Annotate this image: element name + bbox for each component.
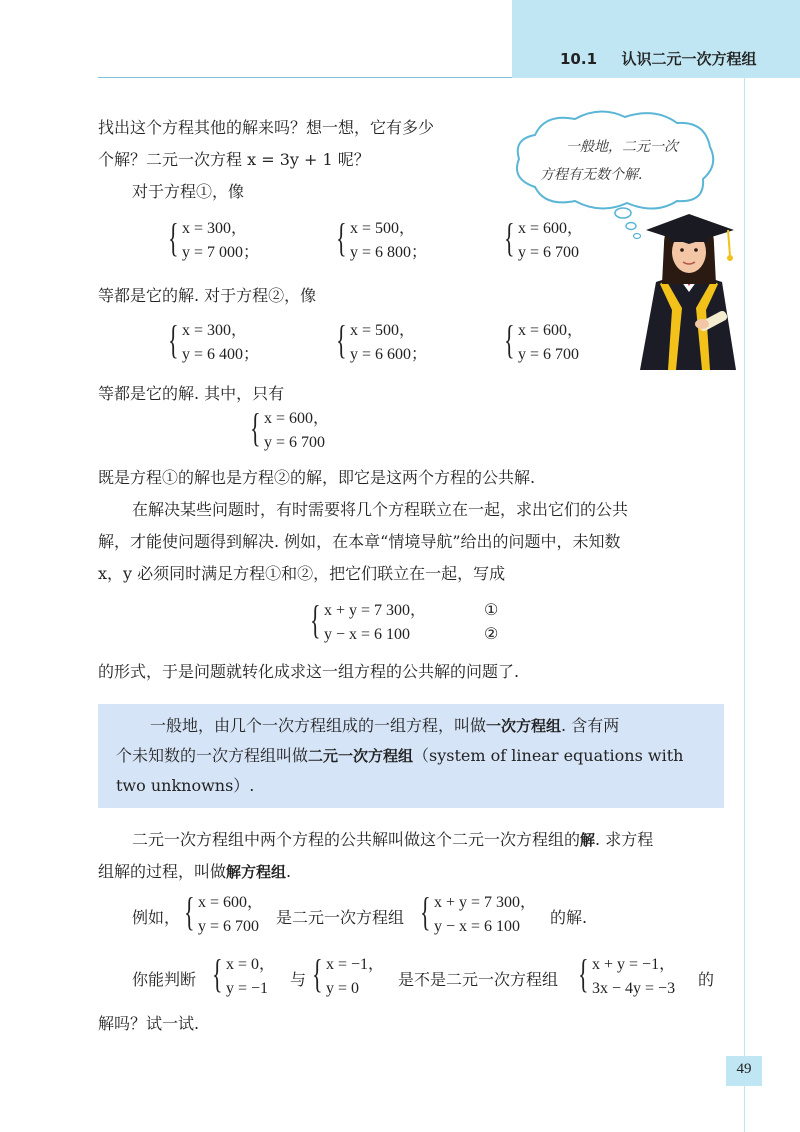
term-linear-system: 一次方程组 — [486, 717, 562, 735]
text-after-eq2: 等都是它的解. 其中，只有 — [98, 384, 285, 403]
equation-tag: ① — [484, 602, 499, 619]
example-middle: 是二元一次方程组 — [276, 908, 405, 927]
eq-line: y = 6 700 — [198, 918, 260, 935]
eq-line: x = 600， — [518, 322, 584, 339]
term-two-variable-system: 二元一次方程组 — [308, 747, 414, 765]
eq-line: x = 0， — [226, 956, 276, 973]
para2: 的形式，于是问题就转化成求这一组方程的公共解的问题了. — [98, 662, 520, 681]
brace: { — [168, 215, 179, 260]
text-after-eq1: 等都是它的解. 对于方程②，像 — [98, 286, 317, 305]
brace: { — [250, 405, 261, 450]
brace: { — [212, 951, 223, 996]
eq-line: y = 6 800； — [350, 244, 428, 261]
brace: { — [504, 317, 515, 362]
eq-line: y = 7 000； — [182, 244, 260, 261]
definition-line-1 — [150, 712, 619, 740]
brace: { — [504, 215, 515, 260]
para3-line-2 — [98, 858, 291, 886]
eq-line: x = 500， — [350, 322, 416, 339]
para1-line-3: 解，才能使问题得到解决. 例如，在本章“情境导航”给出的问题中，未知数 — [98, 532, 621, 551]
bubble-text — [540, 133, 678, 189]
section-title: 认识二元一次方程组 — [621, 50, 757, 68]
equation-tag: ② — [484, 626, 499, 643]
eq-line: x + y = 7 300， — [324, 602, 427, 619]
brace: { — [310, 597, 321, 642]
example-suffix: 的解. — [550, 908, 588, 927]
eq-line: x = 300， — [182, 220, 248, 237]
brace: { — [420, 889, 431, 934]
question-connector: 与 — [290, 970, 307, 989]
para-text: 组解的过程，叫做 — [98, 862, 227, 881]
eq-line: y = 6 700 — [264, 434, 326, 451]
eq-line: y − x = 6 100 — [434, 918, 521, 935]
section-header — [560, 48, 757, 69]
eq-line: 3x − 4y = −3 — [592, 980, 676, 997]
eq-line: y = −1 — [226, 980, 269, 997]
para1-line-1: 既是方程①的解也是方程②的解，即它是这两个方程的公共解. — [98, 468, 536, 487]
para1-line-2: 在解决某些问题时，有时需要将几个方程联立在一起，求出它们的公共 — [132, 500, 629, 519]
eq-line: y = 0 — [326, 980, 360, 997]
eq-line: x + y = −1， — [592, 956, 676, 973]
graduate-girl-illustration — [636, 212, 742, 370]
eq-line: y = 6 700 — [518, 244, 580, 261]
definition-line-2 — [116, 742, 683, 770]
intro-line-2: 个解？二元一次方程 x = 3y + 1 呢？ — [98, 150, 370, 169]
page-number: 49 — [736, 1061, 752, 1077]
brace: { — [336, 317, 347, 362]
definition-text: 一般地，由几个一次方程组成的一组方程，叫做 — [150, 716, 487, 735]
header-rule — [98, 77, 512, 78]
eq-line: x = 600， — [518, 220, 584, 237]
term-solution: 解 — [580, 831, 596, 849]
question-suffix: 的 — [698, 970, 715, 989]
eq-line: y = 6 600； — [350, 346, 428, 363]
brace: { — [336, 215, 347, 260]
brace: { — [168, 317, 179, 362]
eq-line: x = 600， — [264, 410, 330, 427]
term-solving-system: 解方程组 — [226, 863, 287, 881]
example-prefix: 例如， — [132, 908, 181, 927]
intro-line-3: 对于方程①，像 — [132, 182, 245, 201]
definition-text: （system of linear equations with — [413, 746, 684, 765]
eq-line: x = −1， — [326, 956, 385, 973]
intro-line-1: 找出这个方程其他的解来吗？想一想，它有多少 — [98, 118, 435, 137]
definition-text: 个未知数的一次方程组叫做 — [116, 746, 309, 765]
definition-line-3: two unknowns）. — [116, 776, 255, 795]
eq-line: x = 300， — [182, 322, 248, 339]
brace: { — [312, 951, 323, 996]
bubble-line-2: 方程有无数个解. — [540, 167, 643, 183]
para1-line-4: x，y 必须同时满足方程①和②，把它们联立在一起，写成 — [98, 564, 506, 583]
para3-line-1 — [132, 826, 653, 854]
question-prefix: 你能判断 — [132, 970, 197, 989]
eq-line: y = 6 700 — [518, 346, 580, 363]
brace: { — [578, 951, 589, 996]
question-middle: 是不是二元一次方程组 — [398, 970, 559, 989]
para-text: . 求方程 — [595, 830, 654, 849]
eq-line: x = 600， — [198, 894, 264, 911]
question-line-2: 解吗？试一试. — [98, 1014, 200, 1033]
margin-rule — [744, 78, 745, 1132]
section-number: 10.1 — [560, 50, 598, 68]
bubble-line-1: 一般地，二元一次 — [566, 139, 678, 155]
brace: { — [184, 889, 195, 934]
eq-line: y = 6 400； — [182, 346, 260, 363]
para-text: 二元一次方程组中两个方程的公共解叫做这个二元一次方程组的 — [132, 830, 581, 849]
definition-text: . 含有两 — [561, 716, 620, 735]
eq-line: x = 500， — [350, 220, 416, 237]
para-text: . — [286, 862, 292, 881]
eq-line: y − x = 6 100 — [324, 626, 411, 643]
eq-line: x + y = 7 300， — [434, 894, 537, 911]
